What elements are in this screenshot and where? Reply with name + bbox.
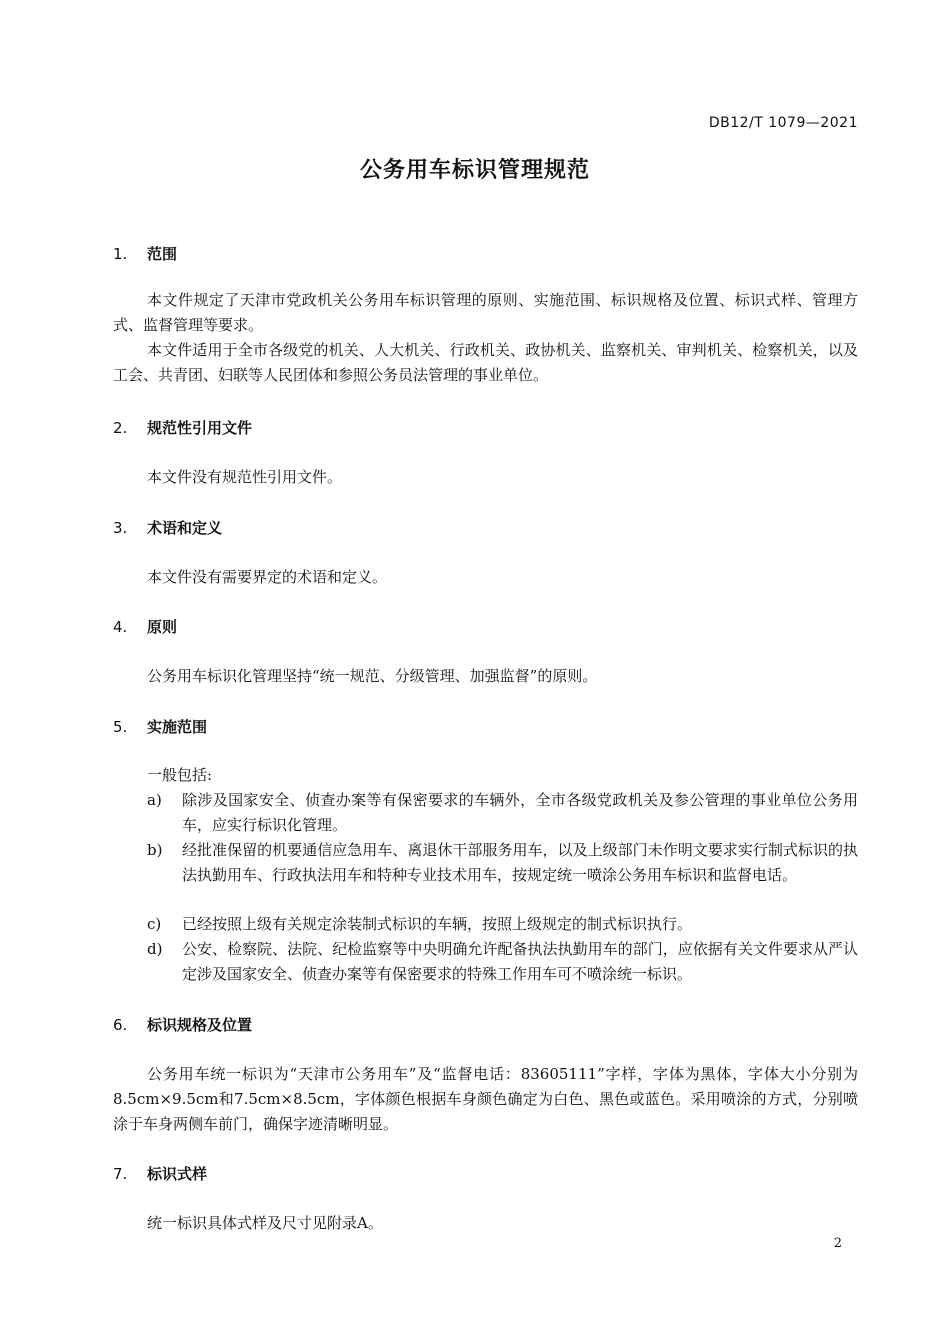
section-heading-2 (113, 417, 252, 438)
section-title: 术语和定义 (147, 519, 223, 537)
section-2-paragraph: 本文件没有规范性引用文件。 (147, 468, 343, 486)
section-number: 5. (113, 718, 128, 736)
section-heading-7 (113, 1163, 207, 1184)
list-item-text: 已经按照上级有关规定涂装制式标识的车辆，按照上级规定的制式标识执行。 (182, 915, 693, 933)
section-number: 4. (113, 618, 128, 636)
list-item-b (147, 838, 858, 888)
list-item-label: d) (147, 940, 163, 958)
section-3-paragraph: 本文件没有需要界定的术语和定义。 (147, 568, 388, 586)
document-number: DB12/T 1079—2021 (708, 115, 858, 131)
section-heading-4 (113, 616, 177, 637)
section-title: 范围 (147, 245, 178, 263)
document-title: 公务用车标识管理规范 (359, 158, 590, 183)
section-heading-3 (113, 517, 222, 538)
section-heading-1 (113, 243, 177, 264)
section-heading-5 (113, 716, 207, 737)
section-7-paragraph: 统一标识具体式样及尺寸见附录A。 (147, 1214, 383, 1232)
section-title: 实施范围 (147, 718, 208, 736)
list-item-label: b) (147, 841, 163, 859)
list-item-d (147, 937, 858, 987)
page-number: 2 (833, 1236, 842, 1251)
list-item-c (147, 912, 858, 937)
section-6-paragraph: 公务用车统一标识为“天津市公务用车”及“监督电话：83605111”字样，字体为黑体，字体大小分别为8.5cm×9.5cm和7.5cm×8.5cm，字体颜色根据车身颜色确定为白色、黑色或蓝色。采用喷涂的方式，分别喷涂于车身两侧车前门，确保字迹清晰明显。 (113, 1065, 858, 1133)
section-title: 原则 (147, 618, 178, 636)
list-item-label: a) (147, 791, 162, 809)
section-1-paragraph-1: 本文件规定了天津市党政机关公务用车标识管理的原则、实施范围、标识规格及位置、标识式样、管理方式、监督管理等要求。 (113, 291, 858, 334)
list-item-label: c) (147, 915, 162, 933)
list-item-text: 除涉及国家安全、侦查办案等有保密要求的车辆外，全市各级党政机关及参公管理的事业单位公务用车，应实行标识化管理。 (182, 791, 858, 834)
list-item-text: 经批准保留的机要通信应急用车、离退休干部服务用车，以及上级部门未作明文要求实行制式标识的执法执勤用车、行政执法用车和特种专业技术用车，按规定统一喷涂公务用车标识和监督电话。 (182, 841, 858, 884)
section-title: 标识式样 (147, 1165, 208, 1183)
section-title: 规范性引用文件 (147, 419, 253, 437)
list-item-text: 公安、检察院、法院、纪检监察等中央明确允许配备执法执勤用车的部门，应依据有关文件要求从严认定涉及国家安全、侦查办案等有保密要求的特殊工作用车可不喷涂统一标识。 (182, 940, 858, 983)
section-number: 1. (113, 245, 128, 263)
section-title: 标识规格及位置 (147, 1016, 253, 1034)
list-item-a (147, 788, 858, 838)
section-number: 2. (113, 419, 128, 437)
section-heading-6 (113, 1014, 252, 1035)
section-5-intro: 一般包括: (147, 766, 213, 784)
section-number: 3. (113, 519, 128, 537)
section-number: 6. (113, 1016, 128, 1034)
section-1-paragraph-2: 本文件适用于全市各级党的机关、人大机关、行政机关、政协机关、监察机关、审判机关、检察机关，以及工会、共青团、妇联等人民团体和参照公务员法管理的事业单位。 (113, 341, 858, 384)
section-4-paragraph: 公务用车标识化管理坚持“统一规范、分级管理、加强监督”的原则。 (147, 667, 598, 685)
section-number: 7. (113, 1165, 128, 1183)
